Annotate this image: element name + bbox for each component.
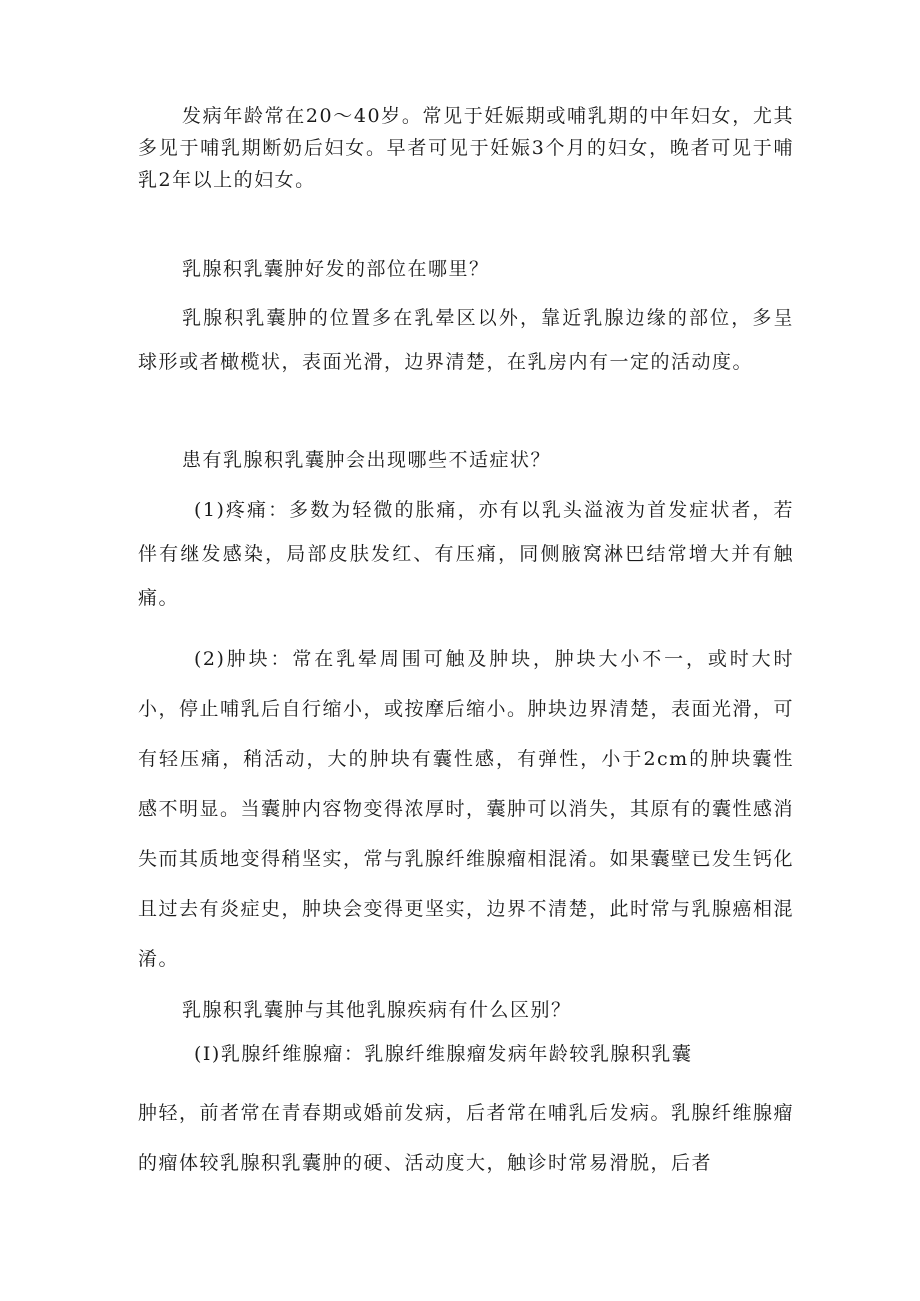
paragraph-location: 乳腺积乳囊肿的位置多在乳晕区以外，靠近乳腺边缘的部位，多呈球形或者橄榄状，表面光滑，边界清楚，在乳房内有一定的活动度。 — [138, 307, 794, 373]
paragraph-fibroadenoma-first-line: (I)乳腺纤维腺瘤：乳腺纤维腺瘤发病年龄较乳腺积乳囊 — [194, 1043, 693, 1065]
paragraph-symptom-pain: (1)疼痛：多数为轻微的胀痛，亦有以乳头溢液为首发症状者，若伴有继发感染，局部皮肤发红、有压痛，同侧腋窝淋巴结常增大并有触痛。 — [138, 499, 794, 609]
paragraph-fibroadenoma-continued: 肿轻，前者常在青春期或婚前发病，后者常在哺乳后发病。乳腺纤维腺瘤的瘤体较乳腺积乳囊肿的硬、活动度大，触诊时常易滑脱，后者 — [138, 1102, 795, 1174]
paragraph-symptom-mass: (2)肿块：常在乳晕周围可触及肿块，肿块大小不一，或时大时小，停止哺乳后自行缩小，或按摩后缩小。肿块边界清楚，表面光滑，可有轻压痛，稍活动，大的肿块有囊性感，有弹性，小于2cm的肿块囊性感不明显。当囊肿内容物变得浓厚时，囊肿可以消失，其原有的囊性感消失而其质地变得稍坚实，常与乳腺纤维腺瘤相混淆。如果囊壁已发生钙化且过去有炎症史，肿块会变得更坚实，边界不清楚，此时常与乳腺癌相混淆。 — [138, 648, 795, 970]
heading-common-location: 乳腺积乳囊肿好发的部位在哪里？ — [182, 258, 490, 280]
heading-differences: 乳腺积乳囊肿与其他乳腺疾病有什么区别？ — [182, 999, 572, 1021]
heading-symptoms: 患有乳腺积乳囊肿会出现哪些不适症状？ — [182, 449, 552, 471]
paragraph-onset-age: 发病年龄常在20～40岁。常见于妊娠期或哺乳期的中年妇女，尤其多见于哺乳期断奶后妇女。早者可见于妊娠3个月的妇女，晚者可见于哺乳2年以上的妇女。 — [138, 105, 794, 191]
